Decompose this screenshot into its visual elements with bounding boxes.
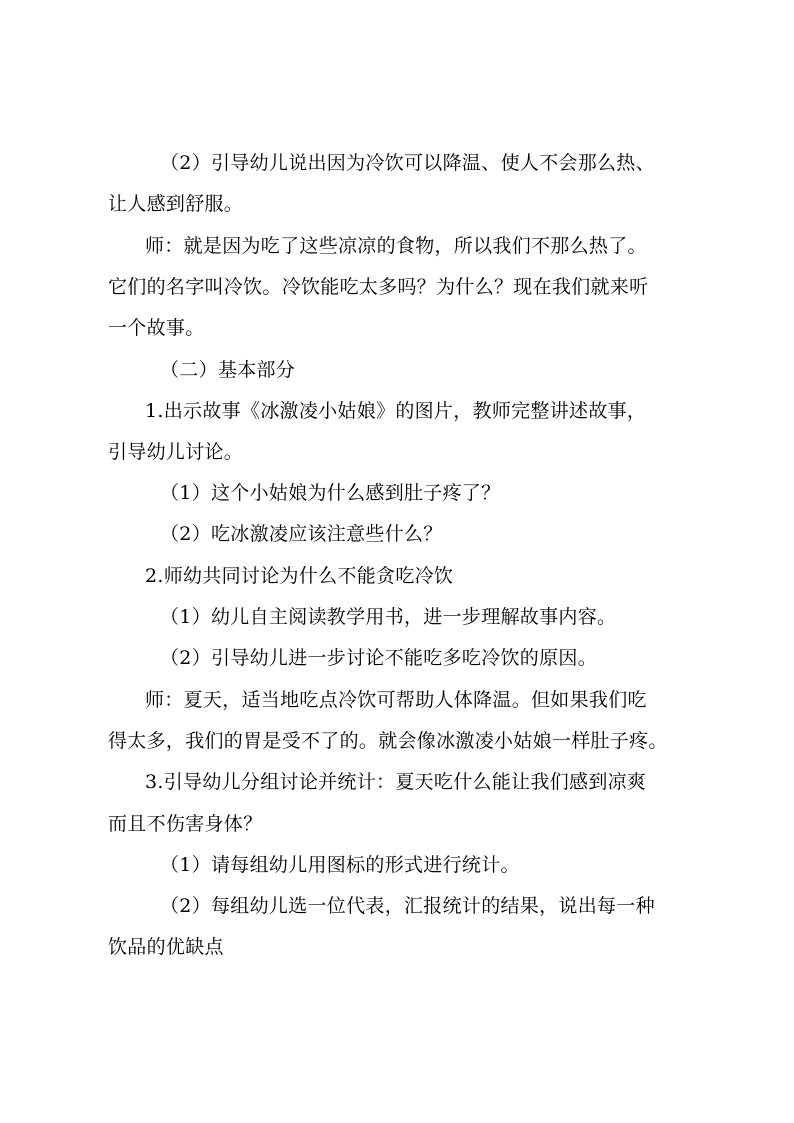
text-line: （1）这个小姑娘为什么感到肚子疼了？ <box>160 482 501 504</box>
text-line: （2）吃冰激凌应该注意些什么？ <box>160 523 443 545</box>
text-line: （2）引导幼儿进一步讨论不能吃多吃冷饮的原因。 <box>160 647 597 669</box>
text-line: 让人感到舒服。 <box>108 193 244 215</box>
text-line: （1）请每组幼儿用图标的形式进行统计。 <box>160 854 520 876</box>
text-line: 一个故事。 <box>108 317 205 339</box>
text-line: 而且不伤害身体？ <box>108 813 263 835</box>
text-line: 师：就是因为吃了这些凉凉的食物，所以我们不那么热了。 <box>145 235 647 257</box>
text-line: （2）每组幼儿选一位代表，汇报统计的结果，说出每一种 <box>160 895 655 917</box>
text-line: 引导幼儿讨论。 <box>108 441 244 463</box>
text-line: 3.引导幼儿分组讨论并统计：夏天吃什么能让我们感到凉爽 <box>145 771 647 793</box>
text-line: 它们的名字叫冷饮。冷饮能吃太多吗？为什么？现在我们就来听 <box>108 276 649 298</box>
text-line: 师：夏天，适当地吃点冷饮可帮助人体降温。但如果我们吃 <box>145 689 647 711</box>
text-line: 2.师幼共同讨论为什么不能贪吃冷饮 <box>145 565 454 587</box>
text-line: 1.出示故事《冰激凌小姑娘》的图片，教师完整讲述故事， <box>145 400 647 422</box>
text-line: 饮品的优缺点 <box>108 936 224 958</box>
section-heading: （二）基本部分 <box>160 359 296 381</box>
text-line: （2）引导幼儿说出因为冷饮可以降温、使人不会那么热、 <box>160 152 655 174</box>
text-line: 得太多，我们的胃是受不了的。就会像冰激凌小姑娘一样肚子疼。 <box>108 730 668 752</box>
text-line: （1）幼儿自主阅读教学用书，进一步理解故事内容。 <box>160 606 617 628</box>
